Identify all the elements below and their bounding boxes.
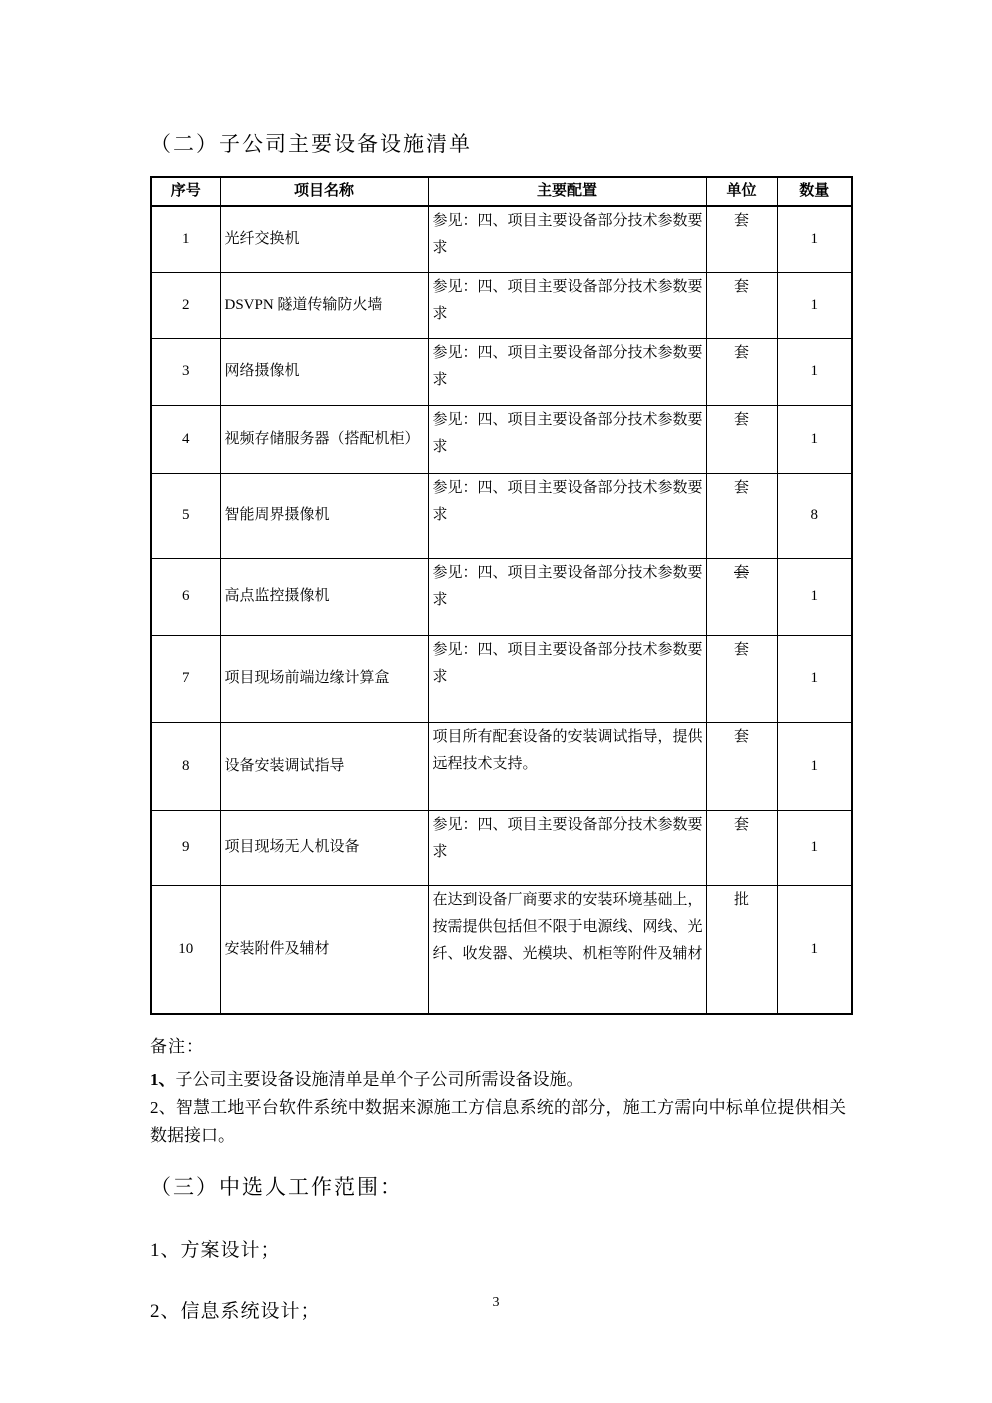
notes-list <box>150 1066 846 1150</box>
header-cell-config: 主要配置 <box>428 177 706 206</box>
cell-serial-number: 4 <box>151 405 220 473</box>
cell-quantity: 1 <box>777 810 852 885</box>
table-row <box>151 635 852 722</box>
cell-quantity: 1 <box>777 722 852 810</box>
cell-unit: 套 <box>706 206 777 272</box>
cell-unit: 套 <box>706 722 777 810</box>
cell-quantity: 8 <box>777 473 852 558</box>
header-cell-unit: 单位 <box>706 177 777 206</box>
note-item <box>150 1094 846 1150</box>
cell-unit: 套 <box>706 810 777 885</box>
cell-quantity: 1 <box>777 635 852 722</box>
equipment-table-body <box>151 206 852 1014</box>
notes-label: 备注： <box>150 1037 204 1056</box>
header-cell-qty: 数量 <box>777 177 852 206</box>
cell-main-config: 在达到设备厂商要求的安装环境基础上，按需提供包括但不限于电源线、网线、光纤、收发器、光模块、机柜等附件及辅材 <box>428 885 706 1014</box>
cell-unit: 套 <box>706 338 777 405</box>
cell-main-config: 参见：四、项目主要设备部分技术参数要求 <box>428 272 706 338</box>
note-text: 智慧工地平台软件系统中数据来源施工方信息系统的部分，施工方需向中标单位提供相关数据接口。 <box>150 1098 846 1145</box>
cell-main-config: 参见：四、项目主要设备部分技术参数要求 <box>428 206 706 272</box>
cell-serial-number: 2 <box>151 272 220 338</box>
cell-serial-number: 5 <box>151 473 220 558</box>
cell-serial-number: 3 <box>151 338 220 405</box>
note-marker: 2、 <box>150 1098 176 1117</box>
cell-main-config: 参见：四、项目主要设备部分技术参数要求 <box>428 473 706 558</box>
cell-main-config: 参见：四、项目主要设备部分技术参数要求 <box>428 635 706 722</box>
cell-quantity: 1 <box>777 405 852 473</box>
scope-item-1: 1、方案设计； <box>150 1240 281 1261</box>
section2-heading: （二）子公司主要设备设施清单 <box>150 132 472 156</box>
cell-serial-number: 10 <box>151 885 220 1014</box>
page-number: 3 <box>492 1295 500 1310</box>
cell-serial-number: 6 <box>151 558 220 635</box>
equipment-table <box>150 176 853 1015</box>
cell-unit: 套 <box>706 635 777 722</box>
cell-serial-number: 9 <box>151 810 220 885</box>
table-row <box>151 272 852 338</box>
cell-main-config: 项目所有配套设备的安装调试指导，提供远程技术支持。 <box>428 722 706 810</box>
cell-item-name: 光纤交换机 <box>220 206 428 272</box>
cell-unit: 批 <box>706 885 777 1014</box>
header-cell-name: 项目名称 <box>220 177 428 206</box>
table-row <box>151 810 852 885</box>
header-cell-no: 序号 <box>151 177 220 206</box>
cell-quantity: 1 <box>777 338 852 405</box>
cell-item-name: 设备安装调试指导 <box>220 722 428 810</box>
cell-unit: 套 <box>706 473 777 558</box>
cell-serial-number: 8 <box>151 722 220 810</box>
note-text: 子公司主要设备设施清单是单个子公司所需设备设施。 <box>175 1070 584 1089</box>
cell-item-name: 项目现场无人机设备 <box>220 810 428 885</box>
table-row <box>151 558 852 635</box>
cell-item-name: 网络摄像机 <box>220 338 428 405</box>
cell-item-name: DSVPN 隧道传输防火墙 <box>220 272 428 338</box>
table-row <box>151 722 852 810</box>
cell-quantity: 1 <box>777 885 852 1014</box>
note-item <box>150 1066 846 1094</box>
cell-unit: 套 <box>706 272 777 338</box>
cell-serial-number: 1 <box>151 206 220 272</box>
cell-main-config: 参见：四、项目主要设备部分技术参数要求 <box>428 338 706 405</box>
cell-item-name: 项目现场前端边缘计算盒 <box>220 635 428 722</box>
section3-heading: （三）中选人工作范围： <box>150 1175 403 1199</box>
scope-item-2: 2、信息系统设计； <box>150 1301 321 1322</box>
cell-unit: 套 <box>706 558 777 635</box>
cell-main-config: 参见：四、项目主要设备部分技术参数要求 <box>428 558 706 635</box>
table-row <box>151 338 852 405</box>
cell-item-name: 高点监控摄像机 <box>220 558 428 635</box>
table-row <box>151 206 852 272</box>
cell-item-name: 安装附件及辅材 <box>220 885 428 1014</box>
table-header-row <box>151 177 852 206</box>
cell-serial-number: 7 <box>151 635 220 722</box>
cell-main-config: 参见：四、项目主要设备部分技术参数要求 <box>428 405 706 473</box>
cell-quantity: 1 <box>777 272 852 338</box>
table-row <box>151 473 852 558</box>
cell-quantity: 1 <box>777 558 852 635</box>
cell-main-config: 参见：四、项目主要设备部分技术参数要求 <box>428 810 706 885</box>
cell-unit: 套 <box>706 405 777 473</box>
cell-item-name: 智能周界摄像机 <box>220 473 428 558</box>
note-marker: 1、 <box>150 1070 176 1089</box>
cell-quantity: 1 <box>777 206 852 272</box>
cell-item-name: 视频存储服务器（搭配机柜） <box>220 405 428 473</box>
table-row <box>151 405 852 473</box>
table-row <box>151 885 852 1014</box>
